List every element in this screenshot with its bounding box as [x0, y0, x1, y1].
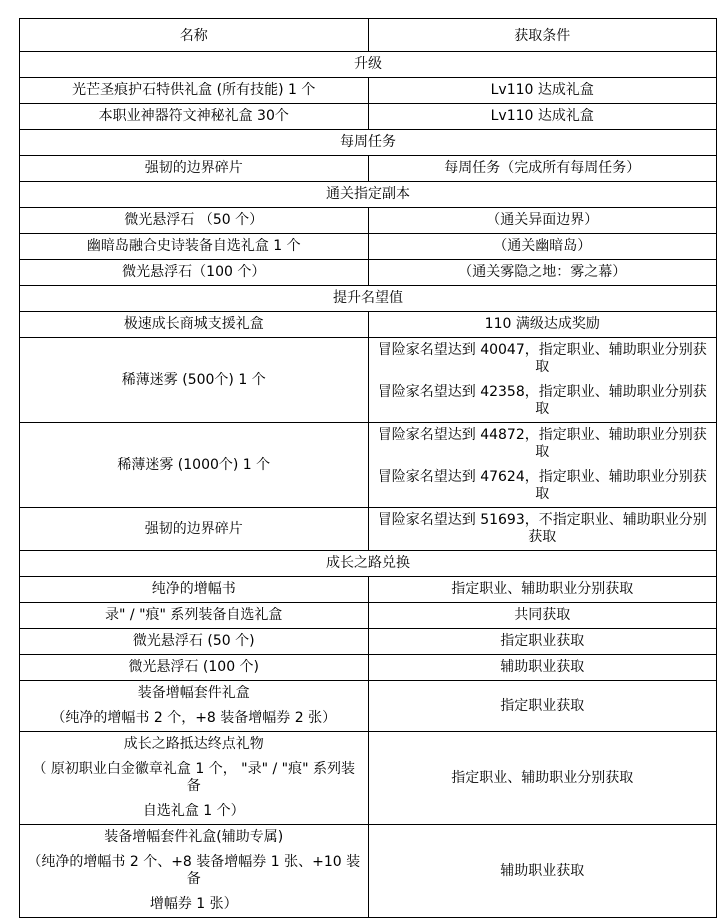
acquire-condition-cell — [368, 78, 717, 104]
cell-line: 成长之路抵达终点礼物 — [123, 736, 264, 752]
cell-line: 强韧的边界碎片 — [144, 520, 243, 537]
acquire-condition-cell — [368, 732, 717, 825]
table-row — [20, 603, 717, 629]
cell-line: 成长之路兑换 — [326, 555, 410, 571]
acquire-condition-cell — [368, 508, 717, 551]
cell-line: Lv110 达成礼盒 — [490, 108, 594, 124]
item-name-cell — [20, 577, 369, 603]
item-name-cell — [20, 156, 369, 182]
cell-line: 极速成长商城支援礼盒 — [123, 316, 264, 332]
table-header-row — [20, 19, 717, 52]
item-name-cell — [20, 732, 369, 825]
table-row — [20, 825, 717, 918]
cell-line: 冒险家名望达到 40047，指定职业、辅助职业分别获取 — [377, 342, 707, 375]
item-name-cell — [20, 234, 369, 260]
acquire-condition-cell — [368, 681, 717, 732]
cell-line: 指定职业获取 — [500, 697, 585, 714]
table-row — [20, 508, 717, 551]
section-title — [20, 182, 717, 208]
cell-line: 强韧的边界碎片 — [144, 160, 243, 176]
acquire-condition-cell — [368, 104, 717, 130]
cell-line: 指定职业、辅助职业分别获取 — [451, 769, 634, 786]
acquire-condition-cell — [368, 208, 717, 234]
section-row — [20, 286, 717, 312]
table-body — [20, 52, 717, 918]
cell-line: 冒险家名望达到 42358，指定职业、辅助职业分别获取 — [377, 384, 707, 417]
section-row — [20, 551, 717, 577]
cell-line: 微光悬浮石 (100 个) — [128, 659, 260, 675]
cell-line: 共同获取 — [514, 607, 571, 623]
cell-line: 辅助职业获取 — [500, 862, 585, 879]
cell-line: 稀薄迷雾 (500个) 1 个 — [121, 371, 266, 388]
cell-line: （通关异面边界） — [486, 212, 599, 228]
table-row — [20, 234, 717, 260]
cell-line: 微光悬浮石 (50 个) — [132, 633, 255, 649]
acquire-condition-cell — [368, 234, 717, 260]
table-row — [20, 655, 717, 681]
acquire-condition-cell — [368, 423, 717, 508]
table-row — [20, 629, 717, 655]
cell-line: 辅助职业获取 — [500, 659, 585, 675]
section-title — [20, 551, 717, 577]
table-row — [20, 208, 717, 234]
item-name-cell — [20, 508, 369, 551]
cell-line: 指定职业获取 — [500, 633, 585, 649]
cell-line: Lv110 达成礼盒 — [490, 82, 594, 98]
cell-line: 110 满级达成奖励 — [484, 316, 600, 332]
cell-line: 录" / "痕" 系列装备自选礼盒 — [105, 607, 283, 623]
table-row — [20, 338, 717, 423]
cell-line: 升级 — [354, 56, 382, 72]
acquire-condition-cell — [368, 156, 717, 182]
acquire-condition-cell — [368, 312, 717, 338]
section-row — [20, 182, 717, 208]
acquire-condition-cell — [368, 825, 717, 918]
cell-line: 指定职业、辅助职业分别获取 — [451, 581, 634, 597]
cell-line: 冒险家名望达到 51693，不指定职业、辅助职业分别获取 — [377, 512, 707, 545]
item-name-cell — [20, 825, 369, 918]
cell-line: 纯净的增幅书 — [151, 581, 236, 597]
cell-line: 微光悬浮石 （50 个） — [124, 212, 264, 228]
table-row — [20, 78, 717, 104]
cell-line: 本职业神器符文神秘礼盒 30个 — [98, 108, 289, 124]
cell-line: 光芒圣痕护石特供礼盒 (所有技能) 1 个 — [72, 82, 316, 98]
item-name-cell — [20, 208, 369, 234]
acquire-condition-cell — [368, 260, 717, 286]
cell-line: 通关指定副本 — [326, 186, 410, 202]
cell-line: 装备增幅套件礼盒(辅助专属) — [104, 829, 284, 845]
section-title — [20, 130, 717, 156]
table-row — [20, 312, 717, 338]
cell-line: （纯净的增幅书 2 个，+8 装备增幅券 2 张） — [51, 710, 337, 726]
item-name-cell — [20, 681, 369, 732]
reward-table — [19, 18, 717, 918]
cell-line: 提升名望值 — [333, 290, 403, 306]
item-name-cell — [20, 629, 369, 655]
acquire-condition-cell — [368, 577, 717, 603]
section-row — [20, 52, 717, 78]
acquire-condition-cell — [368, 629, 717, 655]
item-name-cell — [20, 338, 369, 423]
cell-line: 每周任务 — [340, 134, 396, 150]
col-header-condition: 获取条件 — [368, 19, 717, 52]
cell-line: 冒险家名望达到 47624，指定职业、辅助职业分别获取 — [377, 469, 707, 502]
section-title — [20, 52, 717, 78]
table-row — [20, 104, 717, 130]
cell-line: 增幅券 1 张） — [149, 896, 238, 912]
table-row — [20, 577, 717, 603]
acquire-condition-cell — [368, 338, 717, 423]
cell-line: （纯净的增幅书 2 个、+8 装备增幅券 1 张、+10 装备 — [27, 854, 361, 887]
item-name-cell — [20, 312, 369, 338]
cell-line: （通关幽暗岛） — [493, 238, 592, 254]
item-name-cell — [20, 260, 369, 286]
section-row — [20, 130, 717, 156]
cell-line: （ 原初职业白金徽章礼盒 1 个， "录" / "痕" 系列装备 — [32, 761, 356, 794]
item-name-cell — [20, 655, 369, 681]
cell-line: 自选礼盒 1 个） — [142, 803, 245, 819]
cell-line: 微光悬浮石（100 个） — [122, 264, 266, 280]
item-name-cell — [20, 603, 369, 629]
cell-line: 幽暗岛融合史诗装备自选礼盒 1 个 — [86, 238, 301, 254]
section-title — [20, 286, 717, 312]
table-row — [20, 423, 717, 508]
cell-line: 冒险家名望达到 44872，指定职业、辅助职业分别获取 — [377, 427, 707, 460]
cell-line: （通关雾隐之地：雾之幕） — [458, 264, 627, 280]
item-name-cell — [20, 423, 369, 508]
table-row — [20, 732, 717, 825]
col-header-name: 名称 — [20, 19, 369, 52]
table-row — [20, 156, 717, 182]
table-row — [20, 681, 717, 732]
cell-line: 装备增幅套件礼盒 — [137, 685, 250, 701]
acquire-condition-cell — [368, 603, 717, 629]
table-row — [20, 260, 717, 286]
cell-line: 稀薄迷雾 (1000个) 1 个 — [117, 456, 271, 473]
item-name-cell — [20, 104, 369, 130]
table-head — [20, 19, 717, 52]
item-name-cell — [20, 78, 369, 104]
acquire-condition-cell — [368, 655, 717, 681]
cell-line: 每周任务（完成所有每周任务） — [444, 160, 641, 176]
